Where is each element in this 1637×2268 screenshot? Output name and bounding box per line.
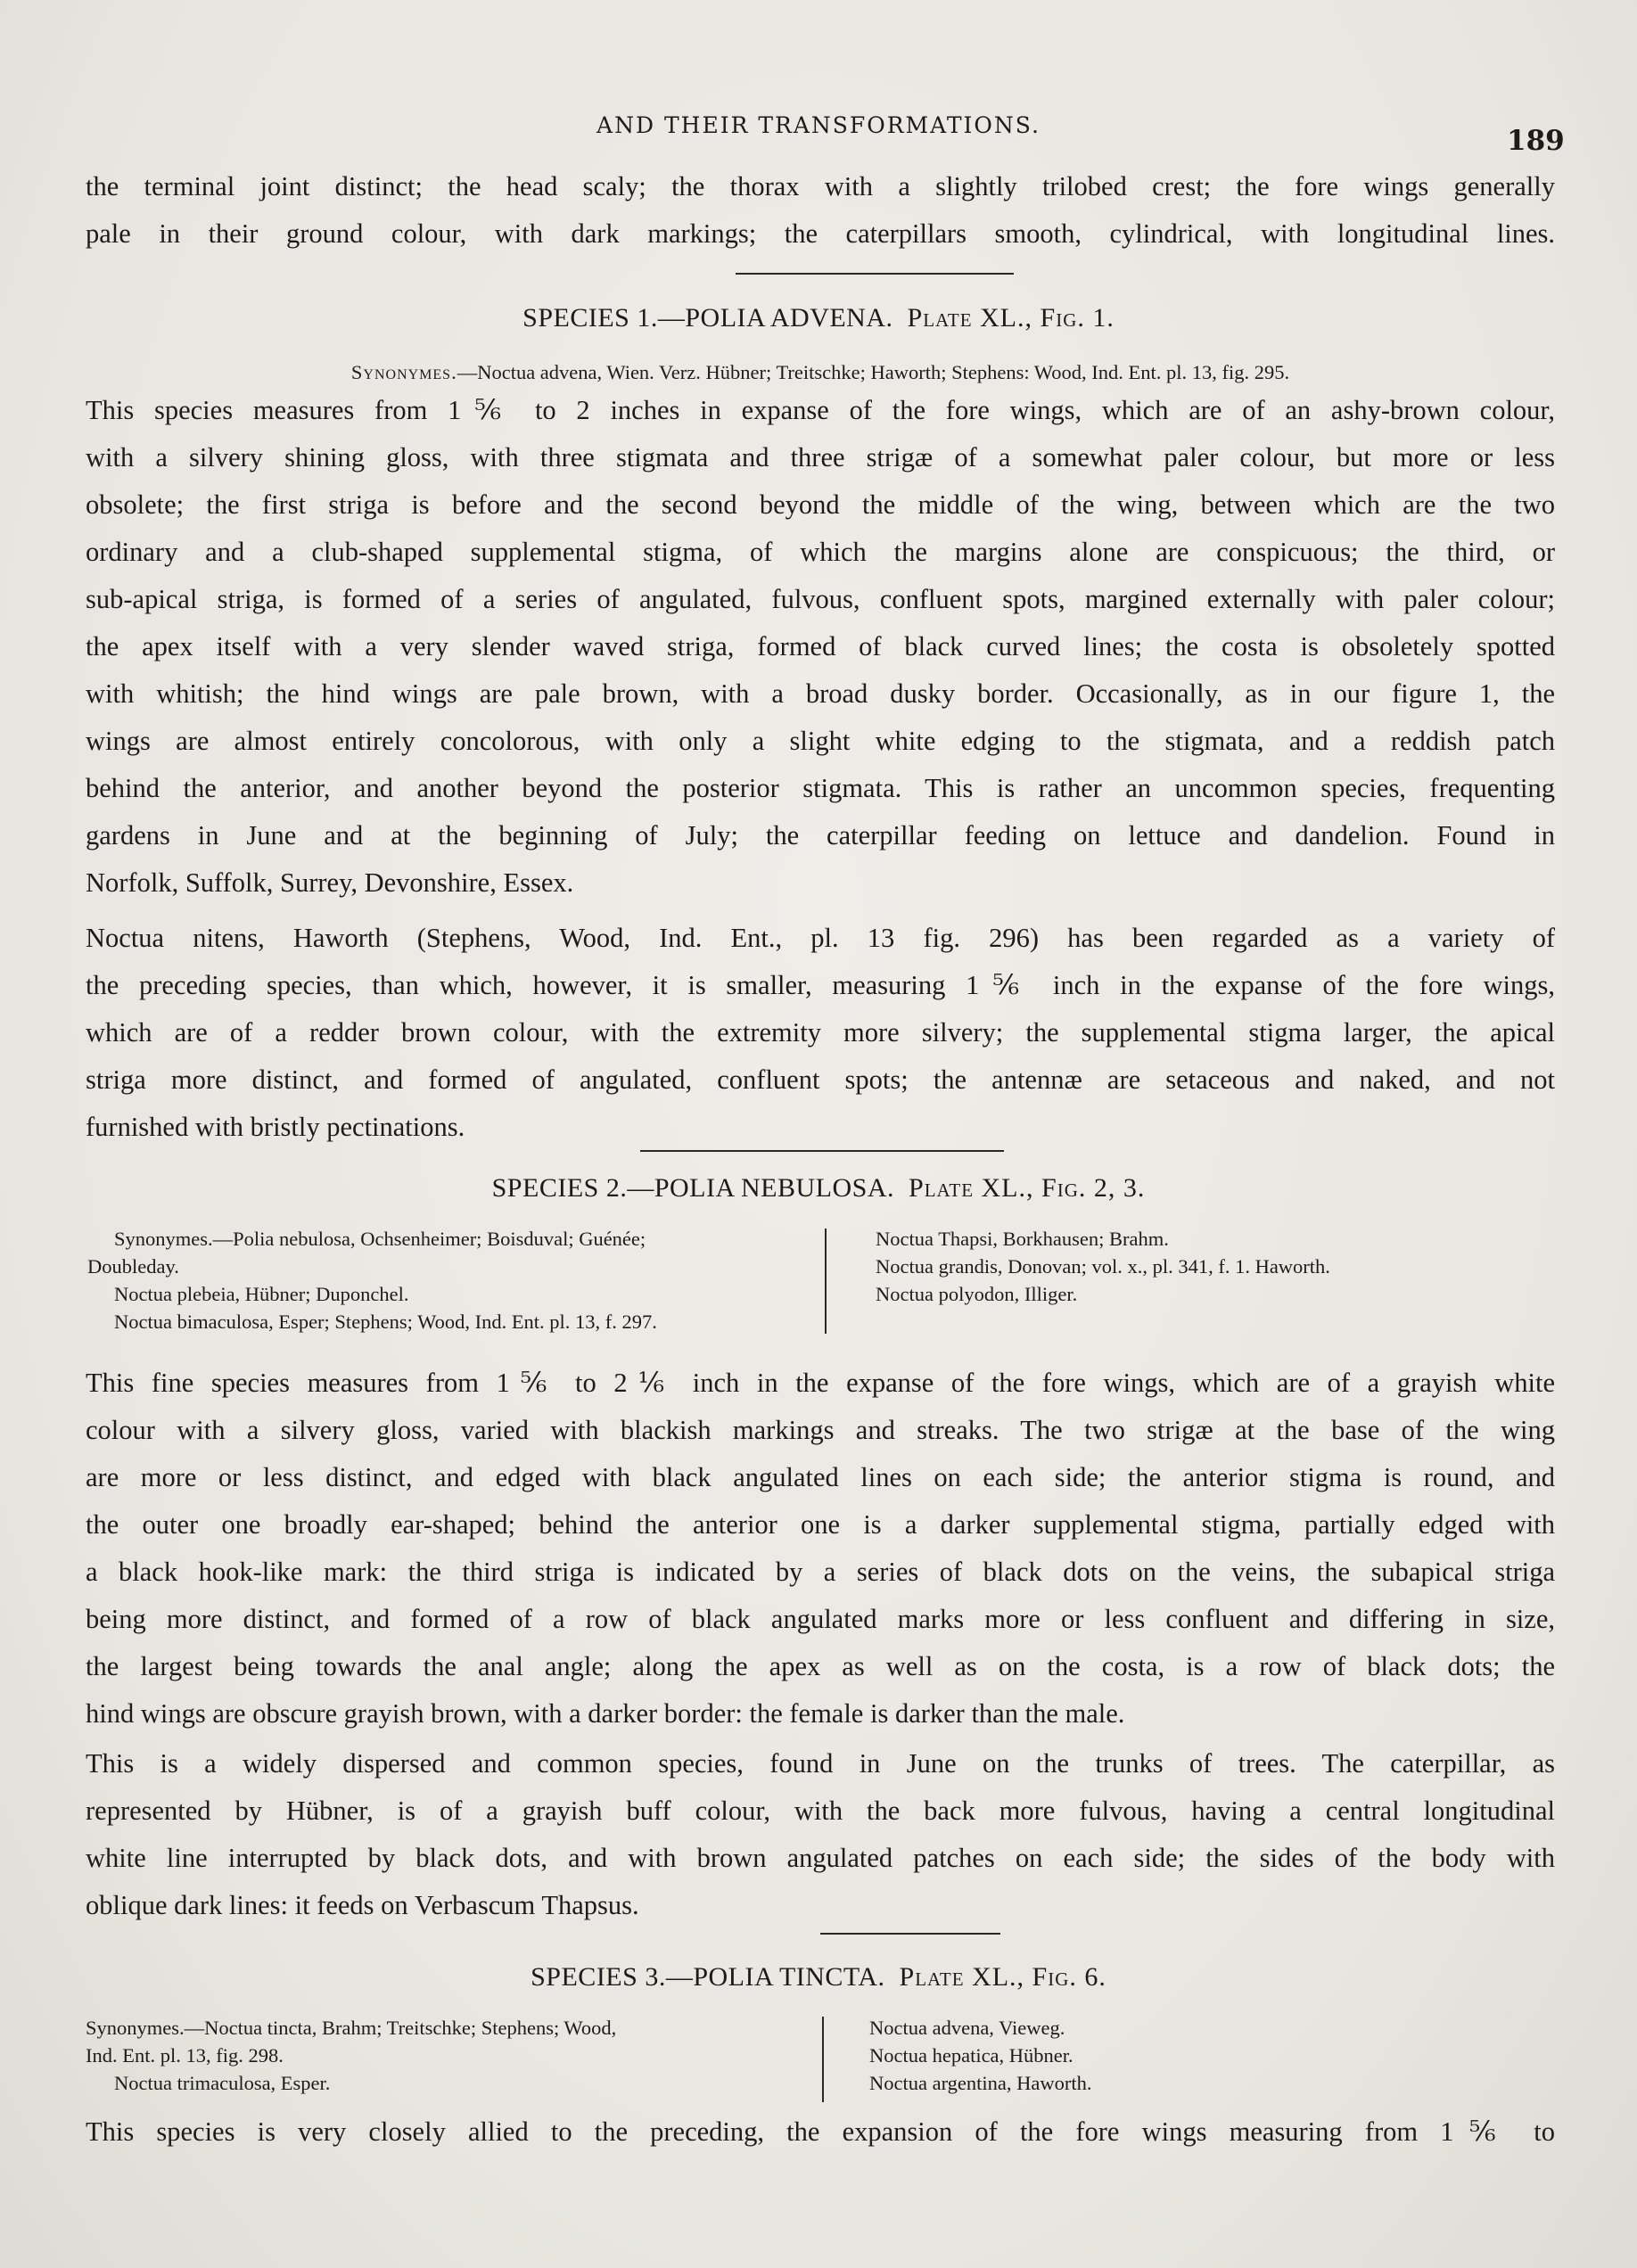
column-divider [825,1228,827,1334]
body-line: This species measures from 1⅚ to 2 inches in expanse of the fore wings, which are of an ashy-brown colour, [86,395,1555,425]
body-line: Norfolk, Suffolk, Surrey, Devonshire, Essex. [86,867,574,898]
intro-line: the terminal joint distinct; the head scaly; the thorax with a slightly trilobed crest; the fore wings generally [86,171,1555,201]
running-head: AND THEIR TRANSFORMATIONS. [596,112,1041,138]
synonym-line: Synonymes.—Noctua tincta, Brahm; Treitschke; Stephens; Wood, [86,2017,617,2039]
body-line: This is a widely dispersed and common species, found in June on the trunks of trees. The caterpillar, as [86,1748,1555,1779]
synonym-line: Noctua advena, Vieweg. [869,2017,1065,2039]
synonym-line: Doubleday. [87,1255,179,1278]
synonym-line: Noctua bimaculosa, Esper; Stephens; Wood, Ind. Ent. pl. 13, f. 297. [114,1311,657,1333]
body-line: colour with a silvery gloss, varied with blackish markings and streaks. The two strigæ at the base of the wing [86,1415,1555,1445]
synonym-line: Noctua trimaculosa, Esper. [114,2072,331,2094]
species-2-synonymes-right [876,1225,1330,1308]
species-2-heading: SPECIES 2.—POLIA NEBULOSA. Plate XL., Fig. 2, 3. [491,1173,1146,1203]
nitens-line: Noctua nitens, Haworth (Stephens, Wood, Ind. Ent., pl. 13 fig. 296) has been regarded as a variety of [86,923,1555,953]
species-3-synonymes-left [86,2014,616,2097]
nitens-line: striga more distinct, and formed of angulated, confluent spots; the antennæ are setaceous and naked, and not [86,1064,1555,1095]
synonym-line: Noctua polyodon, Illiger. [876,1283,1078,1305]
synonym-line: Noctua hepatica, Hübner. [869,2044,1074,2067]
section-rule [820,1933,1000,1935]
body-line: This fine species measures from 1⅚ to 2⅙ inch in the expanse of the fore wings, which are of a grayish white [86,1368,1555,1398]
body-line: the apex itself with a very slender waved striga, formed of black curved lines; the costa is obsoletely spotted [86,631,1555,662]
intro-line: pale in their ground colour, with dark markings; the caterpillars smooth, cylindrical, with longitudinal lines. [86,218,1555,249]
synonym-line: Noctua grandis, Donovan; vol. x., pl. 341, f. 1. Haworth. [876,1255,1330,1278]
species-2-synonymes-left [87,1225,657,1335]
page-number: 189 [1507,125,1565,157]
body-line: the largest being towards the anal angle; along the apex as well as on the costa, is a row of black dots; the [86,1651,1555,1681]
nitens-line: which are of a redder brown colour, with the extremity more silvery; the supplemental stigma larger, the apical [86,1017,1555,1048]
body-line: the outer one broadly ear-shaped; behind the anterior one is a darker supplemental stigma, partially edged with [86,1509,1555,1540]
body-line: sub-apical striga, is formed of a series of angulated, fulvous, confluent spots, margined externally with paler colour; [86,584,1555,614]
synonym-line: Noctua argentina, Haworth. [869,2072,1092,2094]
column-divider [822,2017,824,2102]
body-line: wings are almost entirely concolorous, with only a slight white edging to the stigmata, and a reddish patch [86,726,1555,756]
nitens-line: the preceding species, than which, however, it is smaller, measuring 1⅚ inch in the expanse of the fore wings, [86,970,1555,1000]
synonym-line: Noctua Thapsi, Borkhausen; Brahm. [876,1228,1169,1250]
nitens-line: furnished with bristly pectinations. [86,1112,465,1142]
body-line: white line interrupted by black dots, and with brown angulated patches on each side; the sides of the body with [86,1843,1555,1873]
species-3-heading: SPECIES 3.—POLIA TINCTA. Plate XL., Fig. 6. [531,1962,1106,1992]
body-line: ordinary and a club-shaped supplemental stigma, of which the margins alone are conspicuous; the third, or [86,537,1555,567]
body-line: hind wings are obscure grayish brown, with a darker border: the female is darker than the male. [86,1698,1125,1729]
species-1-synonymes: Synonymes.—Noctua advena, Wien. Verz. Hübner; Treitschke; Haworth; Stephens: Wood, Ind. Ent. pl. 13, fig. 295. [350,361,1290,383]
section-rule [736,273,1014,275]
species-1-heading: SPECIES 1.—POLIA ADVENA. Plate XL., Fig. 1. [522,303,1115,333]
body-line: a black hook-like mark: the third striga is indicated by a series of black dots on the veins, the subapical striga [86,1557,1555,1587]
section-rule [640,1150,1004,1152]
synonym-line: Synonymes.—Polia nebulosa, Ochsenheimer; Boisduval; Guénée; [114,1228,646,1250]
body-line: represented by Hübner, is of a grayish buff colour, with the back more fulvous, having a central longitudinal [86,1796,1555,1826]
synonym-line: Ind. Ent. pl. 13, fig. 298. [86,2044,284,2067]
body-line: are more or less distinct, and edged with black angulated lines on each side; the anterior stigma is round, and [86,1462,1555,1492]
body-line: oblique dark lines: it feeds on Verbascum Thapsus. [86,1890,639,1920]
body-line: with a silvery shining gloss, with three stigmata and three strigæ of a somewhat paler colour, but more or less [86,442,1555,472]
body-line: with whitish; the hind wings are pale brown, with a broad dusky border. Occasionally, as in our figure 1, the [86,678,1555,709]
body-line: gardens in June and at the beginning of July; the caterpillar feeding on lettuce and dandelion. Found in [86,820,1555,850]
body-line: obsolete; the first striga is before and the second beyond the middle of the wing, between which are the two [86,489,1555,520]
synonym-line: Noctua plebeia, Hübner; Duponchel. [114,1283,409,1305]
body-line: This species is very closely allied to the preceding, the expansion of the fore wings measuring from 1⅚ to [86,2116,1555,2147]
body-line: being more distinct, and formed of a row of black angulated marks more or less confluent and differing in size, [86,1604,1555,1634]
body-line: behind the anterior, and another beyond the posterior stigmata. This is rather an uncommon species, frequenting [86,773,1555,803]
species-3-synonymes-right [869,2014,1092,2097]
